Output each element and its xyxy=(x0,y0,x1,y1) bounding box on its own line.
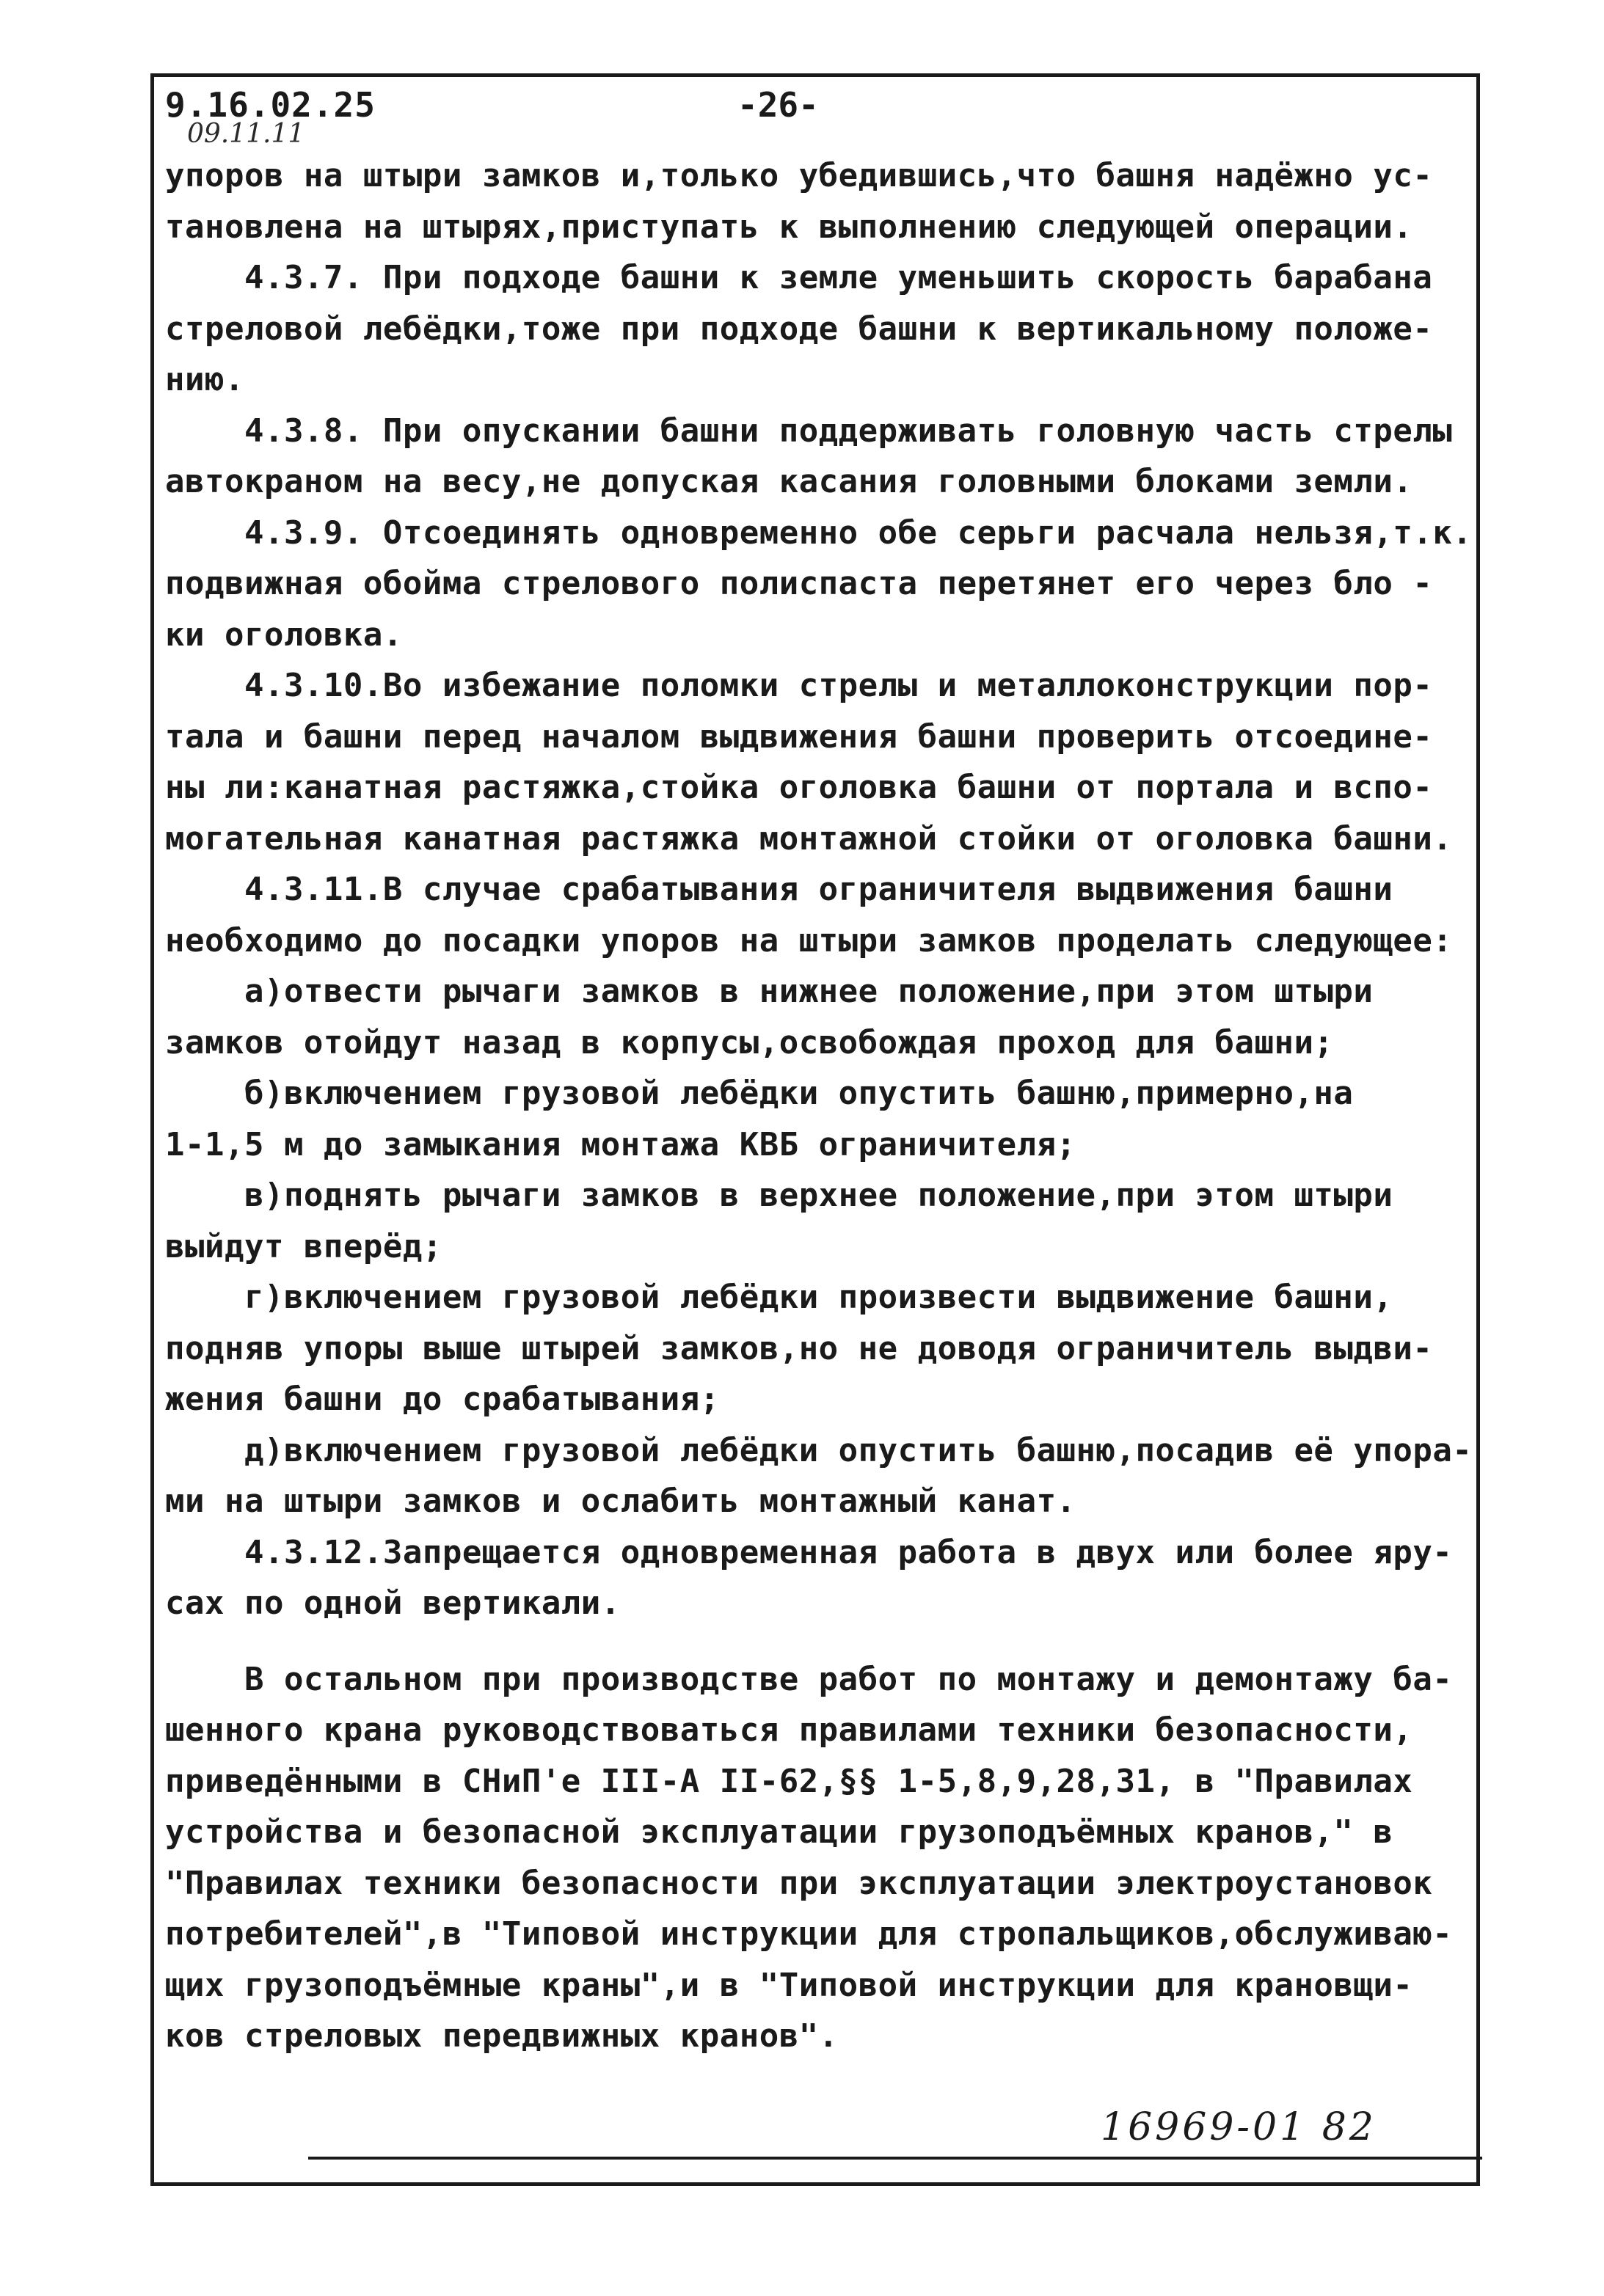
text-line: необходимо до посадки упоров на штыри замков проделать следующее: xyxy=(165,921,1453,959)
document-code: 9.16.02.25 xyxy=(165,85,376,125)
text-line: 4.3.8. При опускании башни поддерживать головную часть стрелы xyxy=(165,412,1453,450)
text-line: 4.3.10.Во избежание поломки стрелы и металлоконструкции пор- xyxy=(165,667,1433,704)
text-line: 4.3.7. При подходе башни к земле уменьшить скорость барабана xyxy=(165,259,1433,296)
page-header xyxy=(165,81,1471,154)
page-number: -26- xyxy=(737,85,819,125)
text-line: нию. xyxy=(165,361,244,398)
closing-paragraph xyxy=(165,1654,1475,2062)
text-line: шенного крана руководствоваться правилами техники безопасности, xyxy=(165,1711,1413,1749)
text-line: потребителей",в "Типовой инструкции для стропальщиков,обслуживаю- xyxy=(165,1915,1453,1953)
text-line: ки оголовка. xyxy=(165,615,403,654)
text-line: ми на штыри замков и ослабить монтажный канат. xyxy=(165,1482,1076,1520)
text-line: б)включением грузовой лебёдки опустить башню,примерно,на xyxy=(165,1075,1354,1112)
document-body xyxy=(165,150,1475,2062)
text-line: 4.3.11.В случае срабатывания ограничителя выдвижения башни xyxy=(165,871,1393,908)
footer-stamp-number: 16969-01 82 xyxy=(1101,2105,1377,2149)
text-line: "Правилах техники безопасности при эксплуатации электроустановок xyxy=(165,1864,1433,1902)
text-line: 1-1,5 м до замыкания монтажа КВБ ограничителя; xyxy=(165,1125,1076,1163)
text-line: подняв упоры выше штырей замков,но не доводя ограничитель выдви- xyxy=(165,1329,1433,1367)
text-line: тановлена на штырях,приступать к выполнению следующей операции. xyxy=(165,208,1413,246)
text-line: ны ли:канатная растяжка,стойка оголовка башни от портала и вспо- xyxy=(165,769,1433,806)
text-line: ков стреловых передвижных кранов". xyxy=(165,2017,839,2055)
text-line: в)поднять рычаги замков в верхнее положение,при этом штыри xyxy=(165,1177,1393,1214)
text-line: приведёнными в СНиП'е III-А II-62,§§ 1-5,8,9,28,31, в "Правилах xyxy=(165,1762,1413,1800)
text-line: 4.3.9. Отсоединять одновременно обе серьги расчала нельзя,т.к. xyxy=(165,513,1473,552)
text-line: замков отойдут назад в корпусы,освобождая проход для башни; xyxy=(165,1023,1334,1061)
footer-rule xyxy=(308,2157,1482,2160)
text-line: г)включением грузовой лебёдки произвести выдвижение башни, xyxy=(165,1279,1393,1316)
text-line: сах по одной вертикали. xyxy=(165,1584,621,1622)
text-line: В остальном при производстве работ по монтажу и демонтажу ба- xyxy=(165,1660,1453,1698)
text-line: упоров на штыри замков и,только убедившись,что башня надёжно ус- xyxy=(165,157,1433,194)
text-line: могательная канатная растяжка монтажной стойки от оголовка башни. xyxy=(165,819,1453,858)
document-date-handwritten: 09.11.11 xyxy=(187,119,305,149)
text-line: тала и башни перед началом выдвижения башни проверить отсоедине- xyxy=(165,717,1433,756)
text-line: д)включением грузовой лебёдки опустить башню,посадив её упора- xyxy=(165,1431,1473,1469)
instructions-section xyxy=(165,150,1475,1629)
text-line: подвижная обойма стрелового полиспаста перетянет его через бло - xyxy=(165,565,1433,602)
paragraph-gap xyxy=(165,1629,1475,1654)
text-line: устройства и безопасной эксплуатации грузоподъёмных кранов," в xyxy=(165,1813,1393,1851)
text-line: а)отвести рычаги замков в нижнее положение,при этом штыри xyxy=(165,973,1374,1010)
text-line: жения башни до срабатывания; xyxy=(165,1381,720,1418)
text-line: 4.3.12.Запрещается одновременная работа в двух или более яру- xyxy=(165,1533,1453,1571)
text-line: автокраном на весу,не допуская касания головными блоками земли. xyxy=(165,463,1413,500)
text-line: щих грузоподъёмные краны",и в "Типовой инструкции для крановщи- xyxy=(165,1966,1413,2004)
text-line: выйдут вперёд; xyxy=(165,1227,442,1265)
text-line: стреловой лебёдки,тоже при подходе башни к вертикальному положе- xyxy=(165,310,1433,348)
